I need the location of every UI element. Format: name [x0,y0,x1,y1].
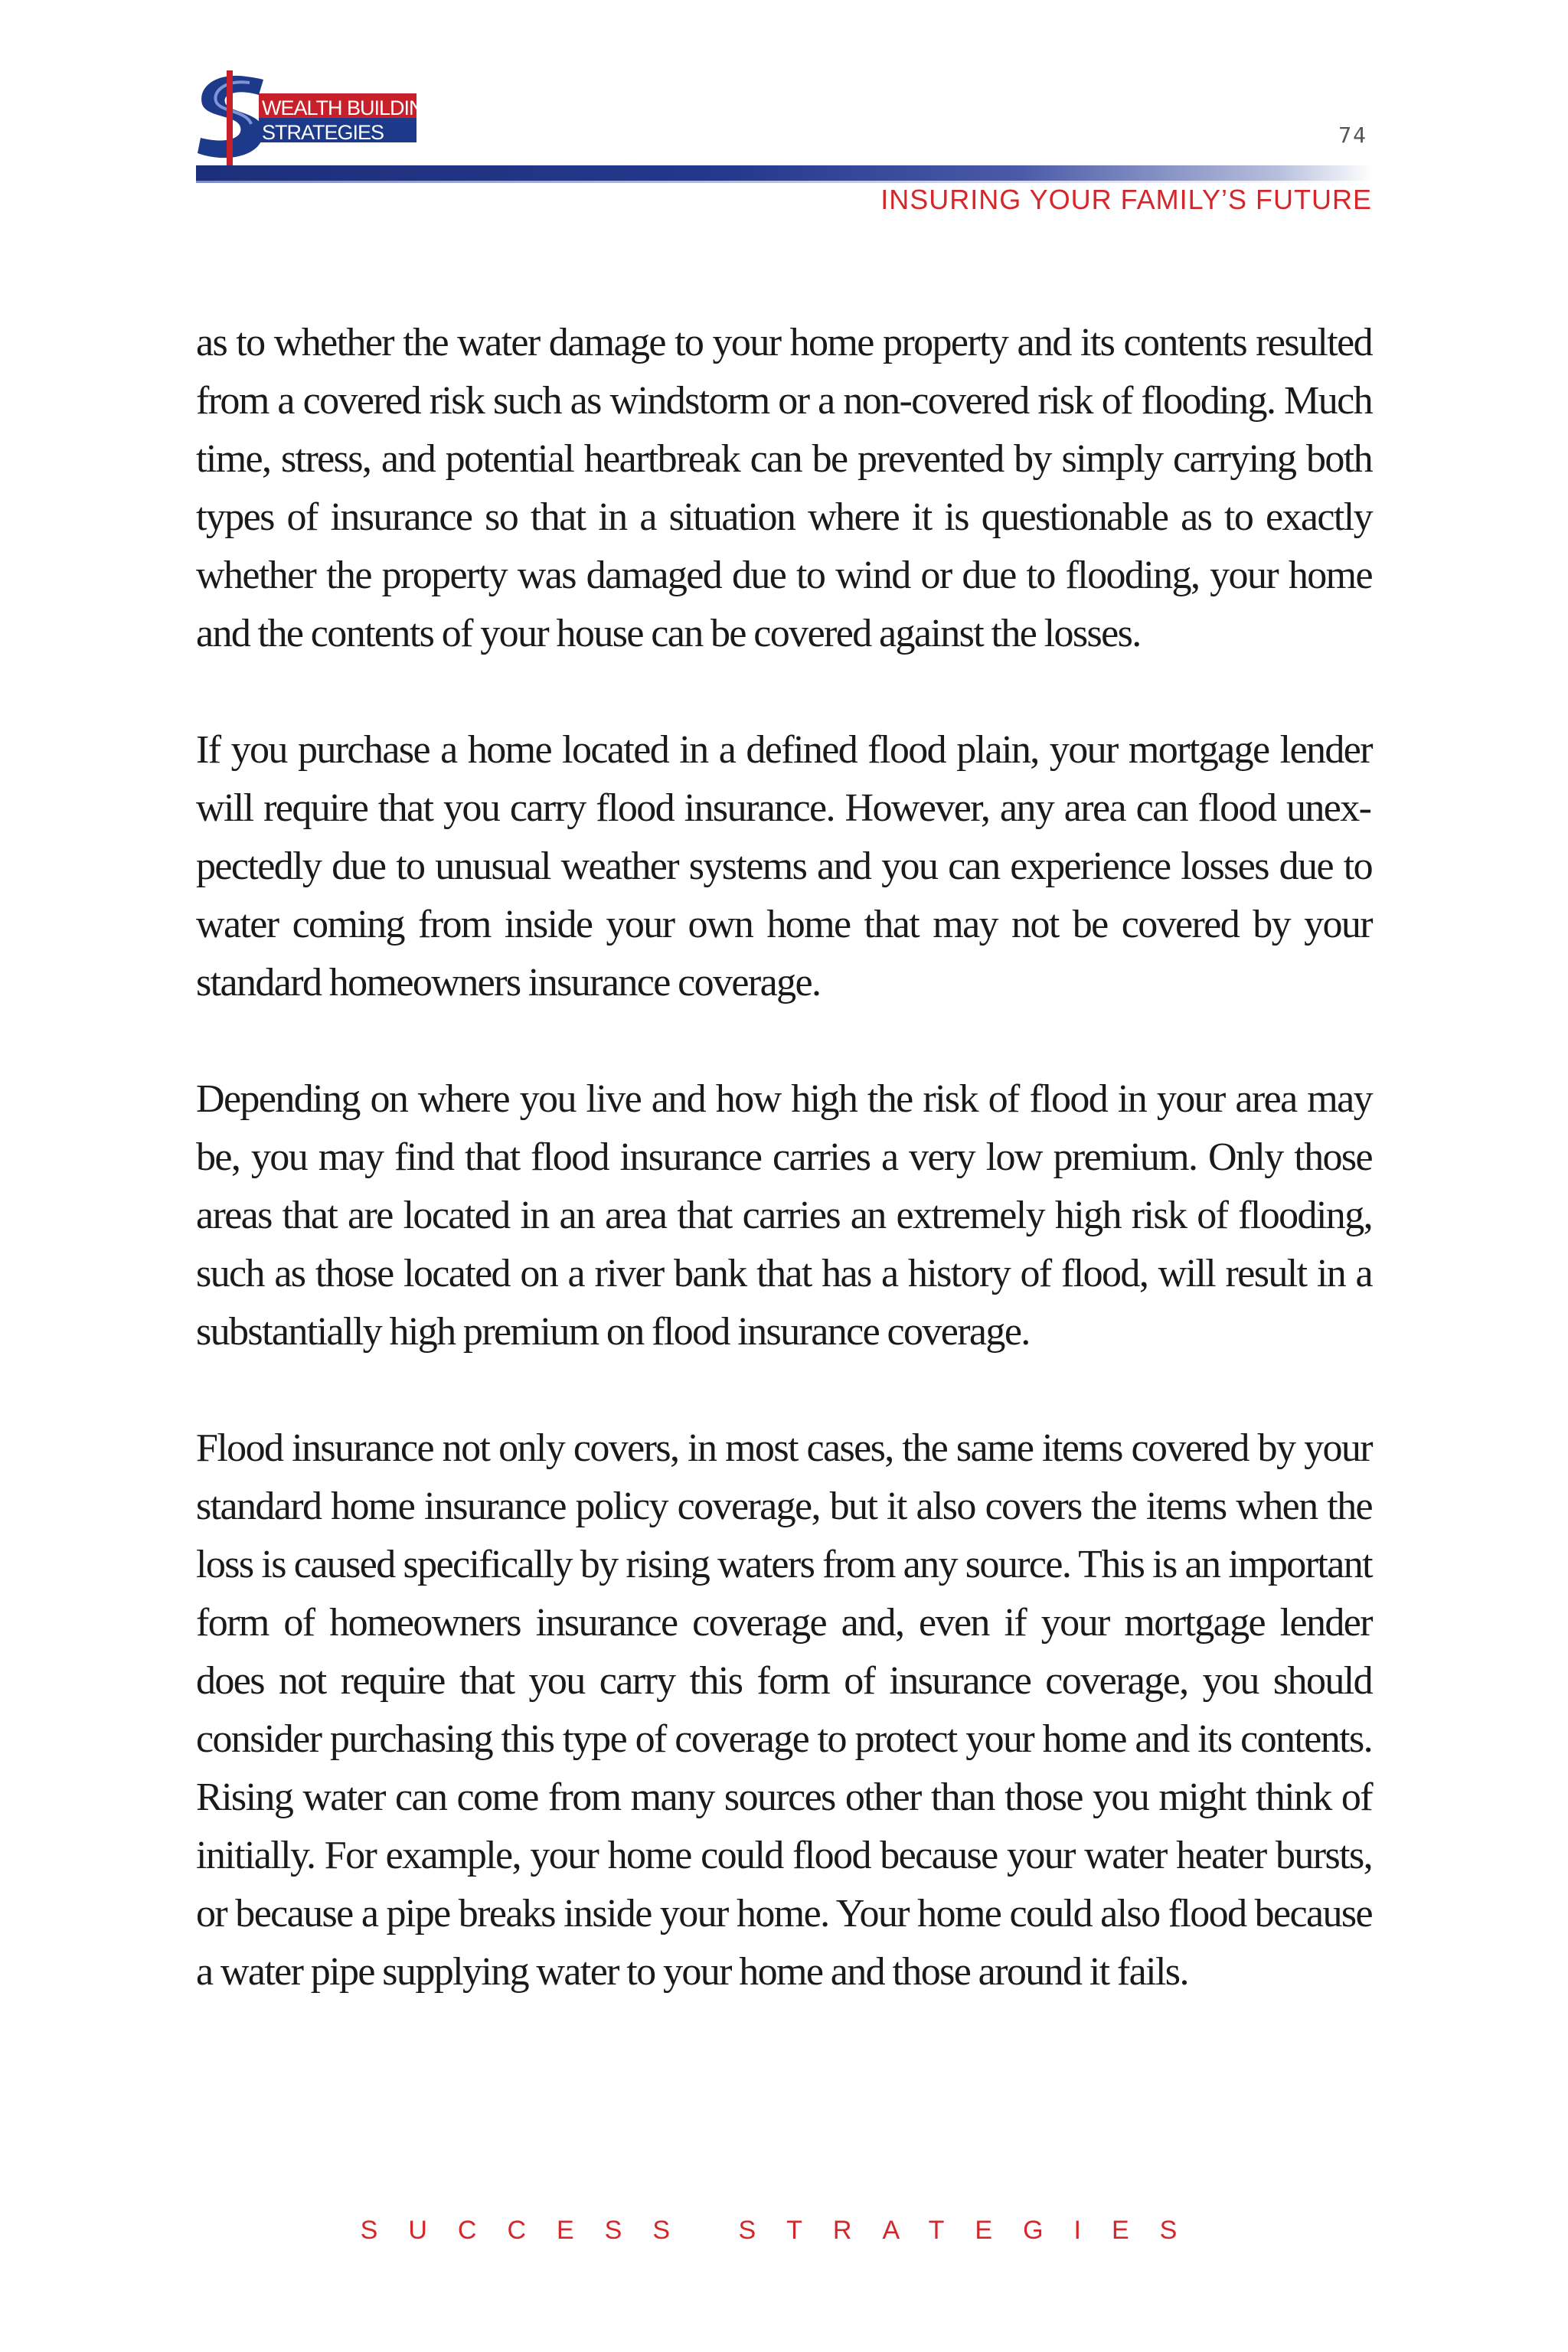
body-text [196,314,1372,2060]
header-rule-accent [196,181,1372,183]
logo-text-line1: WEALTH BUILDING [262,96,439,119]
logo-text-line2: STRATEGIES [262,121,384,144]
header-rule [196,165,1372,181]
footer-series-title: SUCCESS STRATEGIES [360,2216,1208,2245]
section-title: INSURING YOUR FAMILY’S FUTURE [880,184,1372,215]
paragraph-4: Flood insurance not only covers, in most cases, the same items covered by your standard home insurance policy coverage, but it also covers the items when the loss is caused specifically by rising waters from any source. This is an important form of homeowners insurance coverage and, even if your mortgage lender does not require that you carry this form of insurance coverage, you should consider purchasing this type of coverage to protect your home and its contents. Rising water can come from many sources other than those you might think of initially. For example, your home could flood because your water heater bursts, or because a pipe breaks inside your home. Your home could also flood because a water pipe supplying water to your home and those around it fails. [196,1426,1372,1994]
page-number: 74 [1338,122,1367,148]
paragraph-3: Depending on where you live and how high the risk of flood in your area may be, you may find that flood insurance carries a very low premium. Only those areas that are located in an area that carries an extremely high risk of flooding, such as those located on a river bank that has a history of flood, will result in a substantially high premium on flood insurance coverage. [196,1077,1372,1354]
paragraph-1: as to whether the water damage to your home property and its contents resulted from a covered risk such as windstorm or a non-covered risk of flooding. Much time, stress, and potential heartbreak can be prevented by simply carrying both types of insurance so that in a situation where it is questionable as to exactly whether the property was damaged due to wind or due to flooding, your home and the contents of your house can be covered against the losses. [196,321,1372,655]
paragraph-2: If you purchase a home located in a defined flood plain, your mortgage lender will require that you carry flood insurance. However, any area can flood unexpectedly due to unusual weather systems and you can experience losses due to water coming from inside your own home that may not be covered by your standard homeowners insurance coverage. [196,728,1372,1004]
brand-logo [193,70,439,167]
